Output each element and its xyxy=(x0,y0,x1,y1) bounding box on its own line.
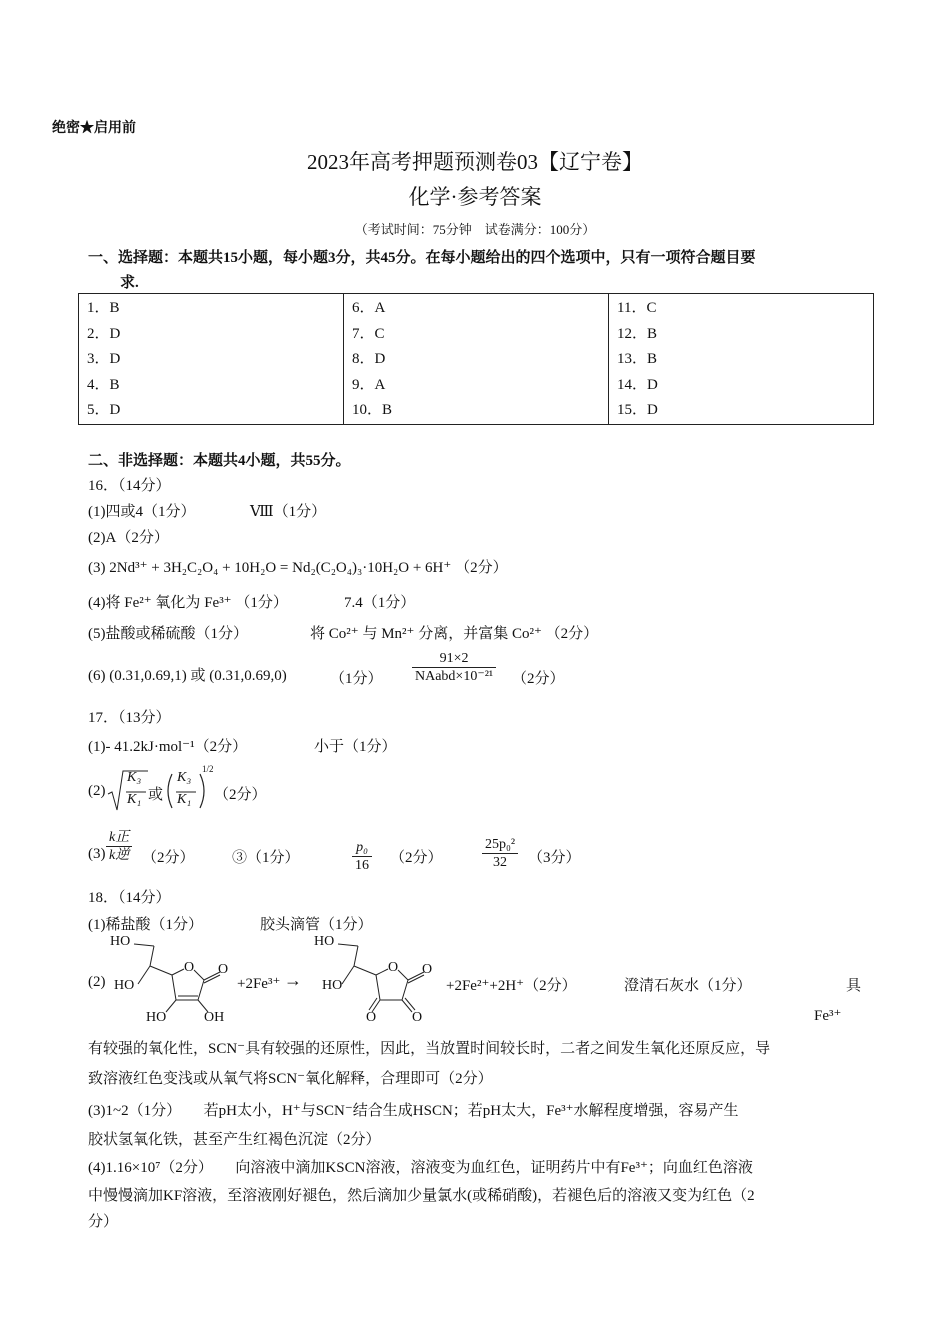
fraction-numerator: k正 xyxy=(106,829,132,847)
answer-cell: 6．A xyxy=(352,300,386,316)
secret-label: 绝密★启用前 xyxy=(52,121,136,136)
answer-cell: 10．B xyxy=(352,402,393,419)
answer-cell: 1．B xyxy=(87,300,120,316)
fe2-ion: Fe²⁺ xyxy=(124,595,152,611)
q16-answer-5b-mid: 与 xyxy=(362,626,378,642)
q17-answer-2-label: (2) xyxy=(88,783,106,799)
dehydroascorbic-acid-structure xyxy=(314,932,444,1028)
q18-answer-3-text-2: 胶状氢氧化铁，甚至产生红褐色沉淀（2分） xyxy=(88,1132,381,1148)
q16-answer-3-label: (3) xyxy=(88,560,106,576)
q18-products: +2Fe²⁺+2H⁺（2分） xyxy=(446,978,577,994)
q17-answer-3d-score: （3分） xyxy=(528,850,581,866)
answer-cell: 11．C xyxy=(617,300,657,316)
q16-answer-5b-mid2: 分离，并富集 xyxy=(418,626,509,642)
q16-answer-5: (5)盐酸或稀硫酸（1分） xyxy=(88,626,248,642)
q17-answer-1b: 小于（1分） xyxy=(314,739,397,755)
q16-answer-6-or: 或 xyxy=(190,668,206,684)
q16-answer-4 xyxy=(88,591,288,612)
section1-heading-cont: 求. xyxy=(120,275,139,291)
k1-symbol: K₁ xyxy=(177,792,192,807)
answer-cell: 13．B xyxy=(617,351,658,368)
fraction-numerator: p₀ xyxy=(352,839,372,857)
q17-answer-1: (1)- 41.2kJ·mol⁻¹（2分） xyxy=(88,739,248,755)
section1-heading: 一、选择题：本题共15小题，每小题3分，共45分。在每小题给出的四个选项中，只有一项符合题目要 xyxy=(88,250,756,266)
q18-answer-2c: 具 xyxy=(846,978,862,994)
q17-answer-3-score1: （2分） xyxy=(142,850,195,866)
section2-heading: 二、非选择题：本题共4小题，共55分。 xyxy=(88,453,351,469)
q16-title: 16．（14分） xyxy=(88,478,171,494)
q17-title: 17．（13分） xyxy=(88,710,171,726)
answer-cell: 3．D xyxy=(87,351,121,368)
q18-answer-4-text-2: 中慢慢滴加KF溶液，至溶液刚好褪色，然后滴加少量氯水(或稀硝酸)，若褪色后的溶液又变为红色（2 xyxy=(88,1188,755,1204)
q17-rate-fraction xyxy=(106,829,132,864)
q18-answer-4-text-1: (4)1.16×10⁷（2分） 向溶液中滴加KSCN溶液，溶液变为血红色，证明药片中有Fe³⁺；向血红色溶液 xyxy=(88,1160,753,1176)
q18-answer-2-text-2: 致溶液红色变浅或从氧气将SCN⁻氧化解释，合理即可（2分） xyxy=(88,1071,493,1087)
ring-oxygen: O xyxy=(388,960,399,975)
fraction-denominator: k逆 xyxy=(109,848,130,863)
q18-answer-2-label: (2) xyxy=(88,974,106,990)
answer-cell: 2．D xyxy=(87,325,121,342)
reaction-arrow-icon: → xyxy=(284,970,302,990)
answer-cell: 14．D xyxy=(617,376,658,393)
fraction-denominator: 16 xyxy=(355,858,369,873)
ketone-oxygen: O xyxy=(366,1010,377,1025)
q16-answer-1b: Ⅷ（1分） xyxy=(250,504,327,520)
ring-oxygen: O xyxy=(184,960,195,975)
q16-coord-2: (0.31,0.69,0) xyxy=(209,668,287,684)
fraction xyxy=(412,650,496,685)
q17-answer-2-score: （2分） xyxy=(214,787,267,803)
q18-title: 18．（14分） xyxy=(88,890,171,906)
q18-reagent: +2Fe³⁺ xyxy=(237,976,281,992)
mn2-ion: Mn²⁺ xyxy=(381,626,415,642)
answer-cell: 15．D xyxy=(617,402,658,419)
ho-group: HO xyxy=(146,1010,167,1025)
q16-answer-4-score: （1分） xyxy=(235,595,288,611)
fraction-denominator: 32 xyxy=(493,855,508,870)
co2-ion: Co²⁺ xyxy=(511,626,542,642)
q16-coord-1: (0.31,0.69,1) xyxy=(109,668,187,684)
q18-answer-3-text-1: (3)1~2（1分） 若pH太小，H⁺与SCN⁻结合生成HSCN；若pH太大，Fe³⁺水解程度增强，容易产生 xyxy=(88,1103,739,1119)
q17-answer-3b: ③（1分） xyxy=(232,850,300,866)
answer-column-3 xyxy=(609,294,874,425)
ho-group: HO xyxy=(114,978,135,993)
answer-column-1 xyxy=(79,294,344,425)
q16-answer-5b xyxy=(310,622,598,643)
q17-kp-fraction xyxy=(482,836,518,871)
q16-answer-4-label: (4)将 xyxy=(88,595,121,611)
fraction xyxy=(106,829,132,864)
k1-symbol: K₁ xyxy=(127,792,142,807)
q18-fe3-ion: Fe³⁺ xyxy=(814,1008,842,1024)
q17-answer-3c-score: （2分） xyxy=(390,850,443,866)
fraction xyxy=(352,839,372,874)
answer-cell: 12．B xyxy=(617,325,658,342)
q16-answer-6-label: (6) xyxy=(88,668,106,684)
ho-group: HO xyxy=(314,934,335,949)
q16-answer-6-score2: （2分） xyxy=(512,671,565,687)
q18-answer-1b: 胶头滴管（1分） xyxy=(260,917,373,933)
ho-group: HO xyxy=(110,934,131,949)
q16-equation: 2Nd³⁺ + 3H₂C₂O₄ + 10H₂O = Nd₂(C₂O₄)₃·10H₂O + 6H⁺ xyxy=(109,560,452,576)
answer-cell: 5．D xyxy=(87,402,121,419)
q18-answer-4-text-3: 分） xyxy=(88,1214,119,1230)
q18-answer-2-text-1: 有较强的氧化性，SCN⁻具有较强的还原性，因此，当放置时间较长时，二者之间发生氧化还原反应，导 xyxy=(88,1041,771,1057)
page-subtitle: 化学·参考答案 xyxy=(408,185,542,209)
answer-cell: 4．B xyxy=(87,376,120,393)
ketone-oxygen: O xyxy=(412,1010,423,1025)
answer-table xyxy=(78,293,874,425)
carbonyl-oxygen: O xyxy=(218,962,229,977)
q16-answer-3 xyxy=(88,556,508,577)
q18-answer-2b: 澄清石灰水（1分） xyxy=(624,978,752,994)
answer-column-2 xyxy=(344,294,609,425)
fraction-numerator: 25p₀² xyxy=(482,836,518,854)
q16-answer-4b: 7.4（1分） xyxy=(344,595,416,611)
fraction xyxy=(482,836,518,871)
carbonyl-oxygen: O xyxy=(422,962,433,977)
fe3-ion: Fe³⁺ xyxy=(204,595,232,611)
q18-answer-1: (1)稀盐酸（1分） xyxy=(88,917,203,933)
ascorbic-acid-structure xyxy=(110,932,240,1028)
k3-symbol: K₃ xyxy=(177,770,192,785)
q16-answer-1: (1)四或4（1分） xyxy=(88,504,196,520)
fraction-denominator: NAabd×10⁻²¹ xyxy=(415,669,494,684)
q16-answer-5b-score: （2分） xyxy=(545,626,599,642)
fraction-numerator: 91×2 xyxy=(412,650,496,668)
exponent-half: 1/2 xyxy=(202,764,214,774)
q16-answer-4-mid: 氧化为 xyxy=(155,595,201,611)
answer-cell: 9．A xyxy=(352,376,386,393)
page-title: 2023年高考押题预测卷03【辽宁卷】 xyxy=(307,150,643,174)
q16-answer-3-score: （2分） xyxy=(455,560,508,576)
k3-symbol: K₃ xyxy=(127,770,142,785)
answer-cell: 8．D xyxy=(352,351,386,368)
q17-answer-2-or: 或 xyxy=(148,787,164,803)
co2-ion: Co²⁺ xyxy=(328,626,359,642)
q16-density-fraction xyxy=(412,650,496,685)
q17-answer-3-label: (3) xyxy=(88,846,106,862)
q17-pressure-fraction xyxy=(352,839,372,874)
q16-answer-2: (2)A（2分） xyxy=(88,530,169,546)
ho-group: HO xyxy=(322,978,343,993)
answer-cell: 7．C xyxy=(352,325,385,342)
q16-answer-6 xyxy=(88,664,287,685)
oh-group: OH xyxy=(204,1010,225,1025)
q16-answer-5b-pre: 将 xyxy=(310,626,326,642)
exam-info: （考试时间：75分钟 试卷满分：100分） xyxy=(354,222,596,237)
q16-answer-6-score1: （1分） xyxy=(330,671,383,687)
